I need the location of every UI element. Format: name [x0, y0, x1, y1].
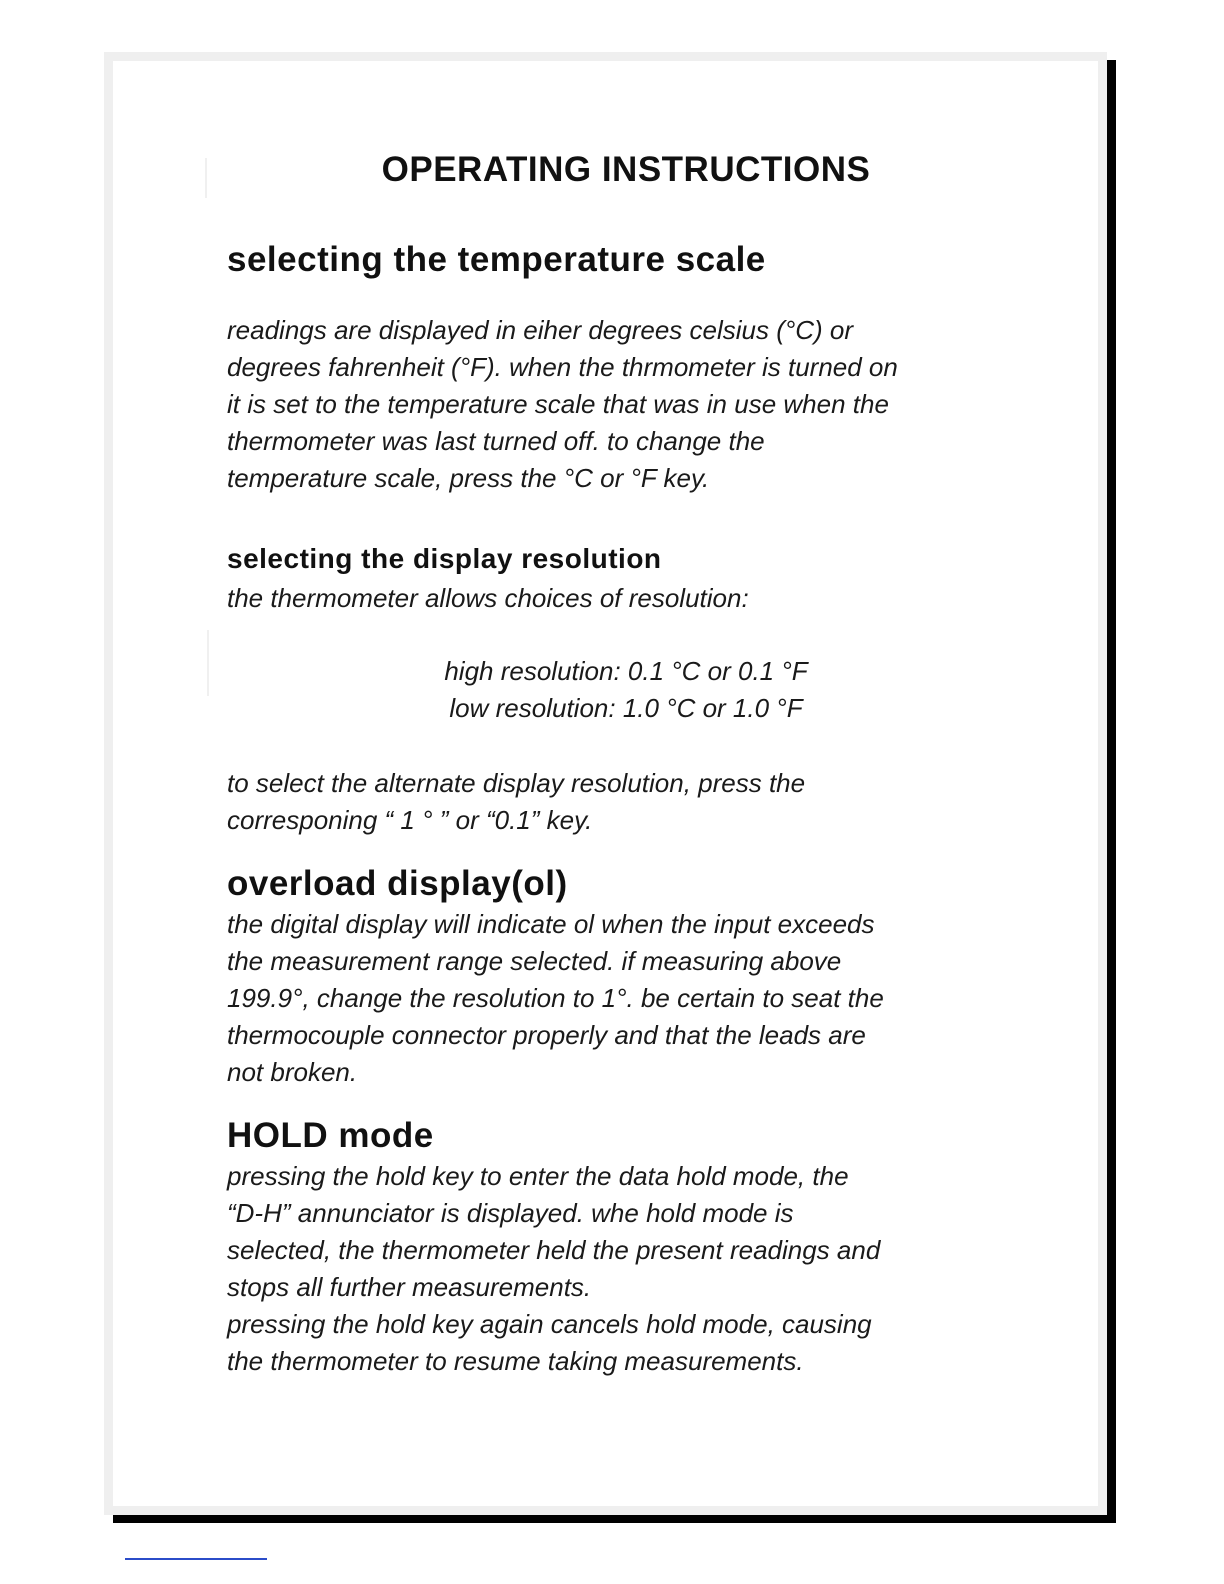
section-intro-display-resolution: [227, 580, 749, 617]
text-line: not broken.: [227, 1057, 358, 1087]
text-line: the measurement range selected. if measuring above: [227, 946, 842, 976]
text-line: readings are displayed in eiher degrees celsius (°C) or: [227, 315, 854, 345]
section-heading-temperature-scale: selecting the temperature scale: [227, 240, 766, 279]
text-line: thermocouple connector properly and that the leads are: [227, 1020, 866, 1050]
text-line: thermometer was last turned off. to change the: [227, 426, 765, 456]
text-line: the thermometer to resume taking measurements.: [227, 1346, 804, 1376]
text-line: 199.9°, change the resolution to 1°. be certain to seat the: [227, 983, 884, 1013]
resolution-option-high: high resolution: 0.1 °C or 0.1 °F: [444, 656, 808, 686]
text-line: temperature scale, press the °C or °F key.: [227, 463, 710, 493]
page-title: OPERATING INSTRUCTIONS: [381, 150, 871, 189]
text-line: to select the alternate display resolution, press the: [227, 768, 806, 798]
section-heading-hold-mode: HOLD mode: [227, 1116, 434, 1155]
text-line: selected, the thermometer held the present readings and: [227, 1235, 881, 1265]
resolution-option-low: low resolution: 1.0 °C or 1.0 °F: [449, 693, 803, 723]
text-line: the thermometer allows choices of resolution:: [227, 583, 749, 613]
text-line: it is set to the temperature scale that was in use when the: [227, 389, 889, 419]
footnote-rule: [125, 1558, 267, 1560]
text-line: the digital display will indicate ol when the input exceeds: [227, 909, 875, 939]
text-line: pressing the hold key again cancels hold mode, causing: [227, 1309, 872, 1339]
text-line: “D-H” annunciator is displayed. whe hold mode is: [227, 1198, 794, 1228]
text-line: corresponing “ 1 ° ” or “0.1” key.: [227, 805, 593, 835]
text-line: pressing the hold key to enter the data hold mode, the: [227, 1161, 849, 1191]
text-line: stops all further measurements.: [227, 1272, 592, 1302]
section-body-temperature-scale: [227, 312, 898, 497]
section-heading-overload-display: overload display(ol): [227, 864, 568, 903]
resolution-options: [0, 653, 1224, 727]
section-body-overload-display: [227, 906, 884, 1091]
section-body-hold-mode: [227, 1158, 880, 1380]
section-heading-display-resolution: selecting the display resolution: [227, 543, 662, 574]
text-line: degrees fahrenheit (°F). when the thrmometer is turned on: [227, 352, 898, 382]
section-body-display-resolution: [227, 765, 805, 839]
